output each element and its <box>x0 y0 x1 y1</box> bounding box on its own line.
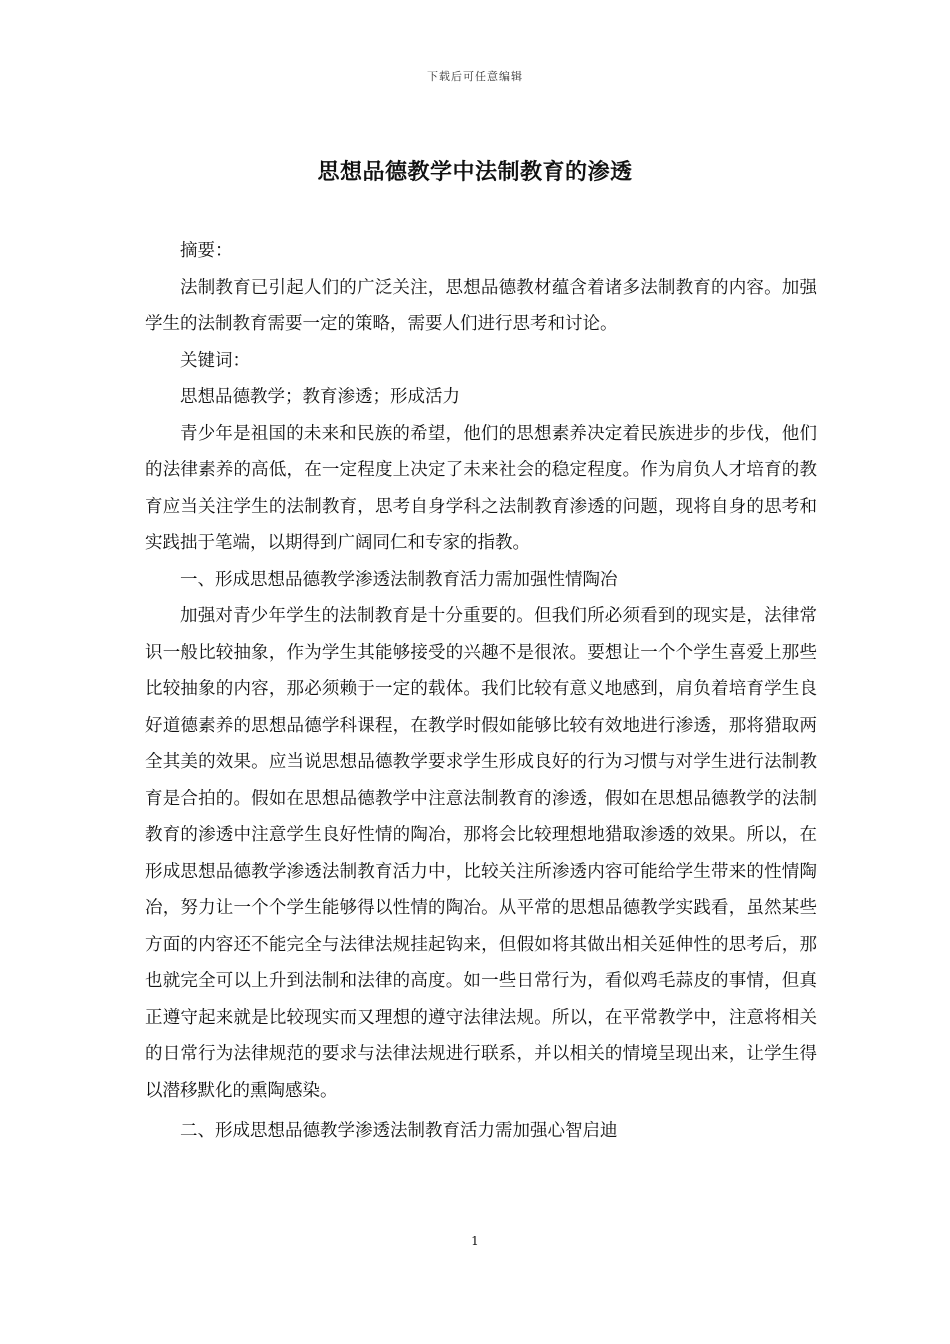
intro-paragraph: 青少年是祖国的未来和民族的希望，他们的思想素养决定着民族进步的步伐，他们的法律素养的高低，在一定程度上决定了未来社会的稳定程度。作为肩负人才培育的教育应当关注学生的法制教育，思考自身学科之法制教育渗透的问题，现将自身的思考和实践拙于笔端，以期得到广阔同仁和专家的指教。 <box>145 423 817 553</box>
abstract-label: 摘要： <box>180 241 233 261</box>
keywords-label: 关键词： <box>180 350 250 371</box>
page-number: 1 <box>471 1234 479 1248</box>
keywords-text: 思想品德教学；教育渗透；形成活力 <box>180 387 460 407</box>
header-note: 下载后可任意编辑 <box>427 70 523 83</box>
section2-heading: 二、形成思想品德教学渗透法制教育活力需加强心智启迪 <box>180 1121 618 1141</box>
abstract-text: 法制教育已引起人们的广泛关注，思想品德教材蕴含着诸多法制教育的内容。加强学生的法制教育需要一定的策略，需要人们进行思考和讨论。 <box>145 277 817 334</box>
document-body <box>145 233 817 1150</box>
section1-heading: 一、形成思想品德教学渗透法制教育活力需加强性情陶冶 <box>180 569 618 590</box>
section1-paragraph: 加强对青少年学生的法制教育是十分重要的。但我们所必须看到的现实是，法律常识一般比较抽象，作为学生其能够接受的兴趣不是很浓。要想让一个个学生喜爱上那些比较抽象的内容，那必须赖于一定的载体。我们比较有意义地感到，肩负着培育学生良好道德素养的思想品德学科课程，在教学时假如能够比较有效地进行渗透，那将猎取两全其美的效果。应当说思想品德教学要求学生形成良好的行为习惯与对学生进行法制教育是合拍的。假如在思想品德教学中注意法制教育的渗透，假如在思想品德教学的法制教育的渗透中注意学生良好性情的陶冶，那将会比较理想地猎取渗透的效果。所以，在形成思想品德教学渗透法制教育活力中，比较关注所渗透内容可能给学生带来的性情陶冶，努力让一个个学生能够得以性情的陶冶。从平常的思想品德教学实践看，虽然某些方面的内容还不能完全与法律法规挂起钩来，但假如将其做出相关延伸性的思考后，那也就完全可以上升到法制和法律的高度。如一些日常行为，看似鸡毛蒜皮的事情，但真正遵守起来就是比较现实而又理想的遵守法律法规。所以，在平常教学中，注意将相关的日常行为法律规范的要求与法律法规进行联系，并以相关的情境呈现出来，让学生得以潜移默化的熏陶感染。 <box>145 606 817 1101</box>
page-title: 思想品德教学中法制教育的渗透 <box>317 159 633 185</box>
